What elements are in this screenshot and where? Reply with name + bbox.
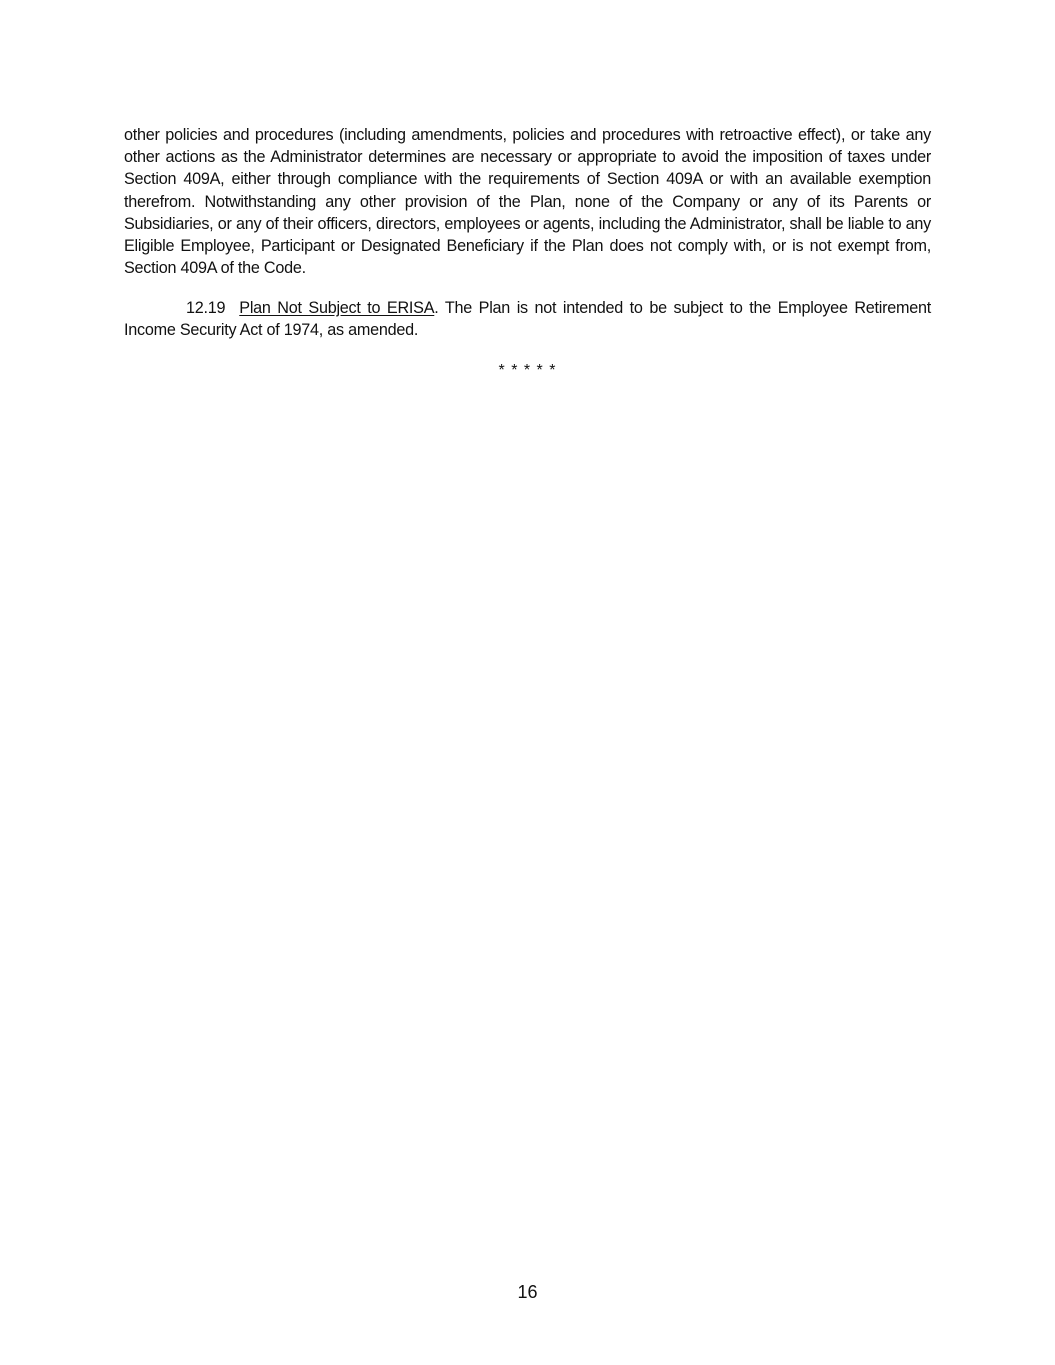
end-separator: * * * * * (498, 362, 557, 379)
page-number: 16 (517, 1282, 538, 1302)
paragraph-continuation: other policies and procedures (including amendments, policies and procedures with retroactive effect), or take any other actions as the Administrator determines are necessary or appropriate to avoid the imposition of taxes under Section 409A, either through compliance with the requirements of Section 409A or with an available exemption therefrom. Notwithstanding any other provision of the Plan, none of the Company or any of its Parents or Subsidiaries, or any of their officers, directors, employees or agents, including the Administrator, shall be liable to any Eligible Employee, Participant or Designated Beneficiary if the Plan does not comply with, or is not exempt from, Section 409A of the Code. (124, 126, 931, 278)
section-heading-punctuation: . (434, 299, 439, 317)
section-number: 12.19 (186, 299, 226, 317)
section-12-19-paragraph (124, 297, 931, 341)
section-heading: Plan Not Subject to ERISA (239, 299, 435, 317)
section-body-text: The Plan is not intended to be subject to the Employee Retirement Income Security Act of 1974, as amended. (124, 299, 932, 340)
